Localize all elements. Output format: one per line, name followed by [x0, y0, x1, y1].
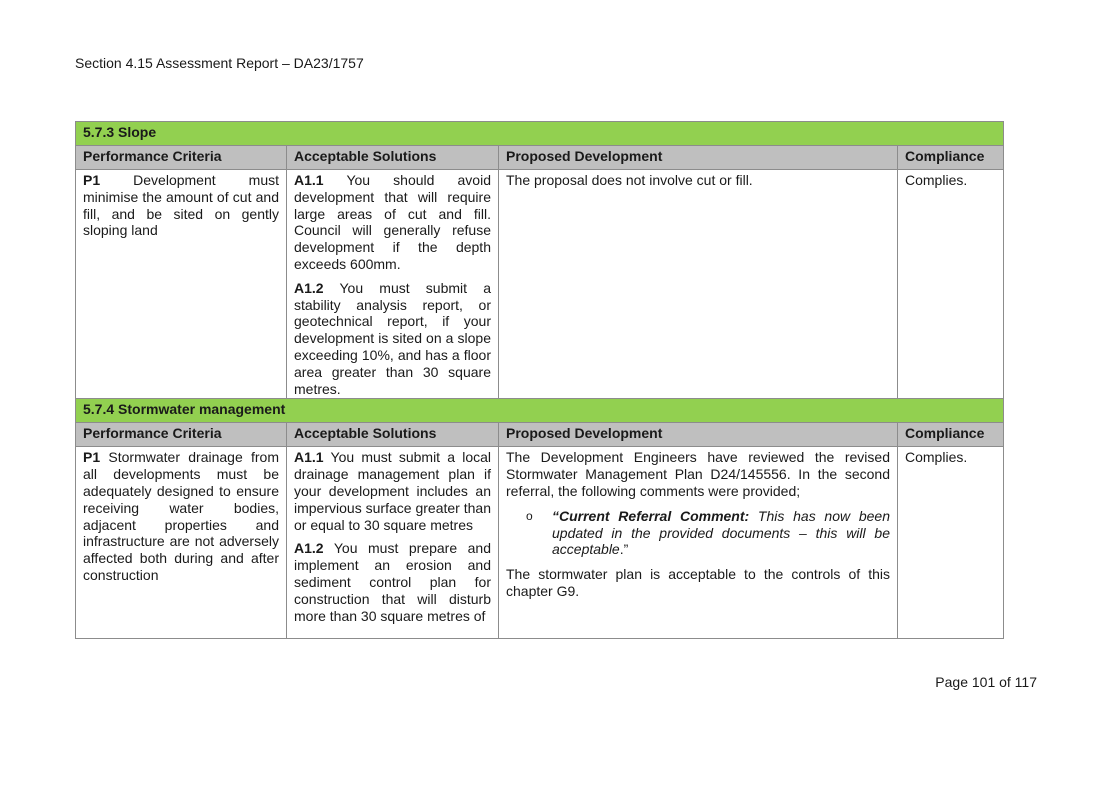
- referral-comment-item: [506, 508, 890, 558]
- section-header-row: [76, 399, 1004, 423]
- criteria-code: P1: [83, 172, 101, 188]
- proposed-text: The stormwater plan is acceptable to the controls of this chapter G9.: [506, 566, 890, 599]
- solution-text: You must submit a local drainage management plan if your development includes an impervious surface greater than or equal to 30 square metres: [294, 449, 492, 533]
- column-header-proposed: Proposed Development: [499, 146, 898, 170]
- solution-code: A1.2: [294, 540, 324, 557]
- column-header-row: [76, 423, 1004, 447]
- criteria-text: Stormwater drainage from all developments must be adequately designed to ensure receiving water bodies, adjacent properties and infrastructure are not adversely affected both during and after construction: [83, 449, 280, 583]
- quote-open-mark: “: [552, 507, 559, 524]
- solution-item: [294, 172, 491, 273]
- acceptable-solutions-cell: [287, 447, 499, 639]
- quote-close-mark: .”: [619, 541, 629, 558]
- column-header-compliance: Compliance: [898, 423, 1004, 447]
- solution-item: [294, 280, 491, 398]
- bullet-icon: o: [526, 508, 533, 523]
- assessment-table: [75, 121, 1004, 639]
- solution-item: [294, 449, 491, 533]
- table-row: [76, 447, 1004, 639]
- page-header: Section 4.15 Assessment Report – DA23/1757: [75, 55, 364, 71]
- compliance-cell: Complies.: [898, 170, 1004, 399]
- solution-code: A1.1: [294, 172, 324, 188]
- table-row: [76, 170, 1004, 399]
- performance-criteria-cell: [76, 447, 287, 639]
- solution-code: A1.2: [294, 279, 324, 296]
- column-header-solutions: Acceptable Solutions: [287, 423, 499, 447]
- acceptable-solutions-cell: [287, 170, 499, 399]
- performance-criteria-cell: [76, 170, 287, 399]
- column-header-performance: Performance Criteria: [76, 423, 287, 447]
- solution-text: You must prepare and implement an erosion and sediment control plan for construction that will disturb more than 30 square metres of: [294, 540, 492, 624]
- page-number: Page 101 of 117: [935, 674, 1037, 690]
- proposed-development-cell: [499, 170, 898, 399]
- criteria-text: Development must minimise the amount of cut and fill, and be sited on gently sloping land: [83, 172, 280, 239]
- solution-text: You must submit a stability analysis report, or geotechnical report, if your development is sited on a slope exceeding 10%, and has a floor area greater than 30 square metres.: [294, 279, 491, 397]
- column-header-proposed: Proposed Development: [499, 423, 898, 447]
- criteria-code: P1: [83, 449, 101, 466]
- column-header-solutions: Acceptable Solutions: [287, 146, 499, 170]
- section-title: 5.7.3 Slope: [76, 122, 1004, 146]
- proposed-development-cell: [499, 447, 898, 639]
- column-header-compliance: Compliance: [898, 146, 1004, 170]
- section-title: 5.7.4 Stormwater management: [76, 399, 1004, 423]
- compliance-cell: Complies.: [898, 447, 1004, 639]
- column-header-row: [76, 146, 1004, 170]
- referral-comment-quote: [552, 508, 890, 558]
- solution-code: A1.1: [294, 449, 324, 466]
- solution-item: [294, 540, 491, 624]
- column-header-performance: Performance Criteria: [76, 146, 287, 170]
- proposed-text: The proposal does not involve cut or fill.: [506, 172, 753, 188]
- section-header-row: [76, 122, 1004, 146]
- solution-text: You should avoid development that will require large areas of cut and fill. Council will generally refuse development if the depth exceeds 600mm.: [294, 172, 491, 272]
- referral-comment-label: Current Referral Comment:: [559, 507, 750, 524]
- referral-comment-text: This has now been updated in the provided documents – this will be acceptable: [552, 507, 890, 558]
- proposed-text: The Development Engineers have reviewed the revised Stormwater Management Plan D24/145556. In the second referral, the following comments were provided;: [506, 449, 890, 499]
